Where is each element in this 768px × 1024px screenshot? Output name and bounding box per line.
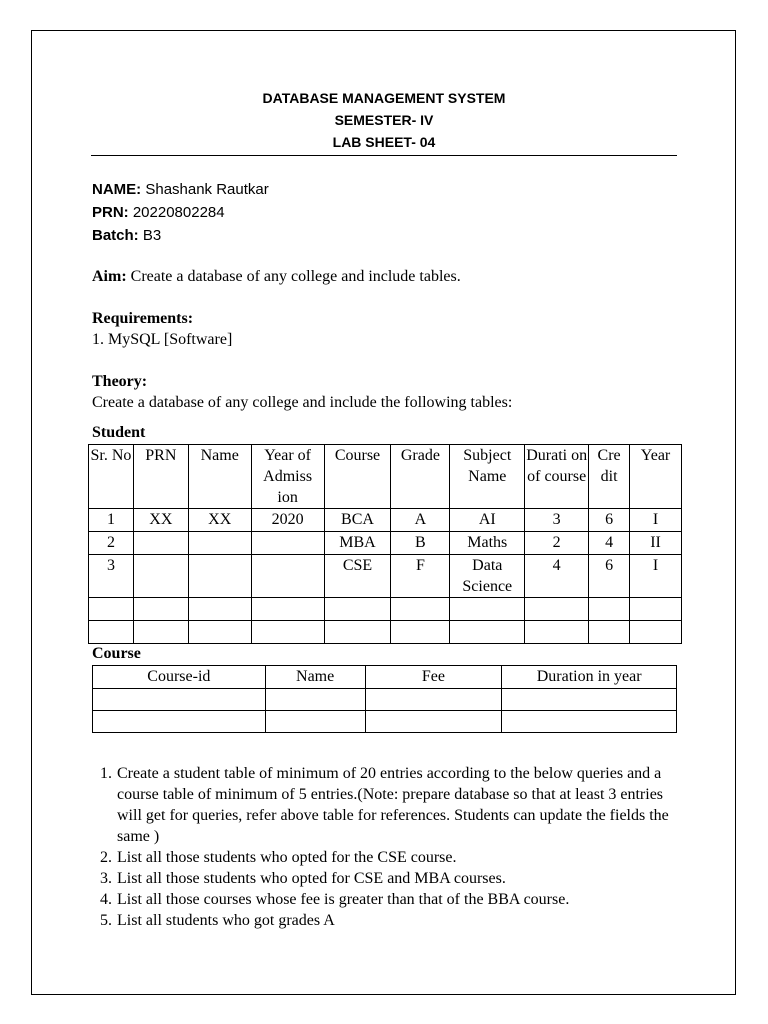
column-header: Year — [630, 445, 682, 509]
student-table — [88, 444, 682, 644]
student-table-title: Student — [92, 424, 146, 441]
table-row — [89, 509, 682, 532]
column-header: PRN — [133, 445, 188, 509]
table-cell — [391, 621, 450, 644]
table-cell — [133, 555, 188, 598]
table-cell: XX — [133, 509, 188, 532]
table-cell — [391, 598, 450, 621]
list-item: 5. List all students who got grades A — [116, 910, 682, 931]
table-cell: CSE — [324, 555, 391, 598]
table-cell — [93, 689, 266, 711]
requirements-item: 1. MySQL [Software] — [92, 331, 233, 348]
column-header: Year of Admiss ion — [251, 445, 324, 509]
table-cell — [188, 555, 251, 598]
document-subject: DATABASE MANAGEMENT SYSTEM — [262, 90, 506, 106]
table-cell — [89, 598, 134, 621]
batch-line — [92, 227, 161, 244]
name-value: Shashank Rautkar — [145, 181, 269, 198]
table-cell — [324, 621, 391, 644]
theory-text: Create a database of any college and include the following tables: — [92, 394, 513, 411]
table-cell: 4 — [525, 555, 589, 598]
column-header: Name — [265, 666, 365, 689]
table-cell — [188, 621, 251, 644]
column-header: Durati on of course — [525, 445, 589, 509]
column-header: Grade — [391, 445, 450, 509]
document-lab-sheet: LAB SHEET- 04 — [332, 134, 436, 150]
table-cell: AI — [450, 509, 525, 532]
table-cell: Data Science — [450, 555, 525, 598]
table-cell: B — [391, 532, 450, 555]
table-row — [93, 711, 677, 733]
table-cell — [251, 621, 324, 644]
table-cell: 4 — [589, 532, 630, 555]
table-cell — [525, 598, 589, 621]
course-table — [92, 665, 677, 733]
course-table-header-row — [93, 666, 677, 689]
table-cell: I — [630, 555, 682, 598]
theory-label: Theory: — [92, 373, 148, 390]
table-cell — [450, 621, 525, 644]
name-line — [92, 181, 269, 198]
table-cell — [450, 598, 525, 621]
list-item: 2. List all those students who opted for the CSE course. — [116, 847, 682, 868]
column-header: Fee — [365, 666, 502, 689]
aim-label: Aim: — [92, 268, 127, 285]
table-cell: II — [630, 532, 682, 555]
table-cell: 6 — [589, 509, 630, 532]
query-list — [92, 763, 682, 931]
prn-label: PRN: — [92, 204, 129, 221]
column-header: Duration in year — [502, 666, 677, 689]
table-cell — [265, 689, 365, 711]
table-cell — [502, 689, 677, 711]
table-cell — [365, 711, 502, 733]
name-label: NAME: — [92, 181, 142, 198]
table-cell: 6 — [589, 555, 630, 598]
table-cell: 2020 — [251, 509, 324, 532]
table-cell — [365, 689, 502, 711]
table-row — [89, 621, 682, 644]
table-cell — [630, 598, 682, 621]
table-cell: Maths — [450, 532, 525, 555]
table-cell: 2 — [525, 532, 589, 555]
table-cell: A — [391, 509, 450, 532]
column-header: Course-id — [93, 666, 266, 689]
table-cell: 1 — [89, 509, 134, 532]
table-cell: XX — [188, 509, 251, 532]
list-item: 3. List all those students who opted for CSE and MBA courses. — [116, 868, 682, 889]
requirements-label: Requirements: — [92, 310, 194, 327]
table-cell: I — [630, 509, 682, 532]
table-cell — [133, 598, 188, 621]
table-cell — [589, 621, 630, 644]
student-table-header-row — [89, 445, 682, 509]
table-cell — [93, 711, 266, 733]
list-item: 4. List all those courses whose fee is greater than that of the BBA course. — [116, 889, 682, 910]
column-header: Name — [188, 445, 251, 509]
table-cell — [133, 532, 188, 555]
table-cell — [251, 598, 324, 621]
table-cell: 3 — [89, 555, 134, 598]
table-cell — [133, 621, 188, 644]
column-header: Subject Name — [450, 445, 525, 509]
prn-line — [92, 204, 225, 221]
table-cell: 3 — [525, 509, 589, 532]
table-cell — [188, 532, 251, 555]
column-header: Course — [324, 445, 391, 509]
table-row — [89, 532, 682, 555]
table-cell — [188, 598, 251, 621]
document-semester: SEMESTER- IV — [334, 112, 434, 128]
aim-text: Create a database of any college and include tables. — [130, 268, 461, 285]
table-cell — [251, 532, 324, 555]
table-cell — [89, 621, 134, 644]
table-cell: BCA — [324, 509, 391, 532]
batch-label: Batch: — [92, 227, 139, 244]
table-cell: 2 — [89, 532, 134, 555]
prn-value: 20220802284 — [132, 204, 225, 221]
course-table-title: Course — [92, 645, 141, 662]
column-header: Sr. No — [89, 445, 134, 509]
table-cell — [525, 621, 589, 644]
table-row — [89, 598, 682, 621]
table-cell: F — [391, 555, 450, 598]
table-cell — [324, 598, 391, 621]
table-cell — [589, 598, 630, 621]
table-row — [93, 689, 677, 711]
list-item: 1. Create a student table of minimum of 20 entries according to the below queries and a course table of minimum of 5 entries.(Note: prepare database so that at least 3 entries will get for queries, refer above table for references. Students can update the fields the same ) — [116, 763, 682, 847]
column-header: Cre dit — [589, 445, 630, 509]
table-cell: MBA — [324, 532, 391, 555]
batch-value: B3 — [142, 227, 162, 244]
table-cell — [265, 711, 365, 733]
header-divider — [91, 155, 677, 156]
table-cell — [502, 711, 677, 733]
table-cell — [251, 555, 324, 598]
aim-line — [92, 268, 461, 286]
table-row — [89, 555, 682, 598]
table-cell — [630, 621, 682, 644]
